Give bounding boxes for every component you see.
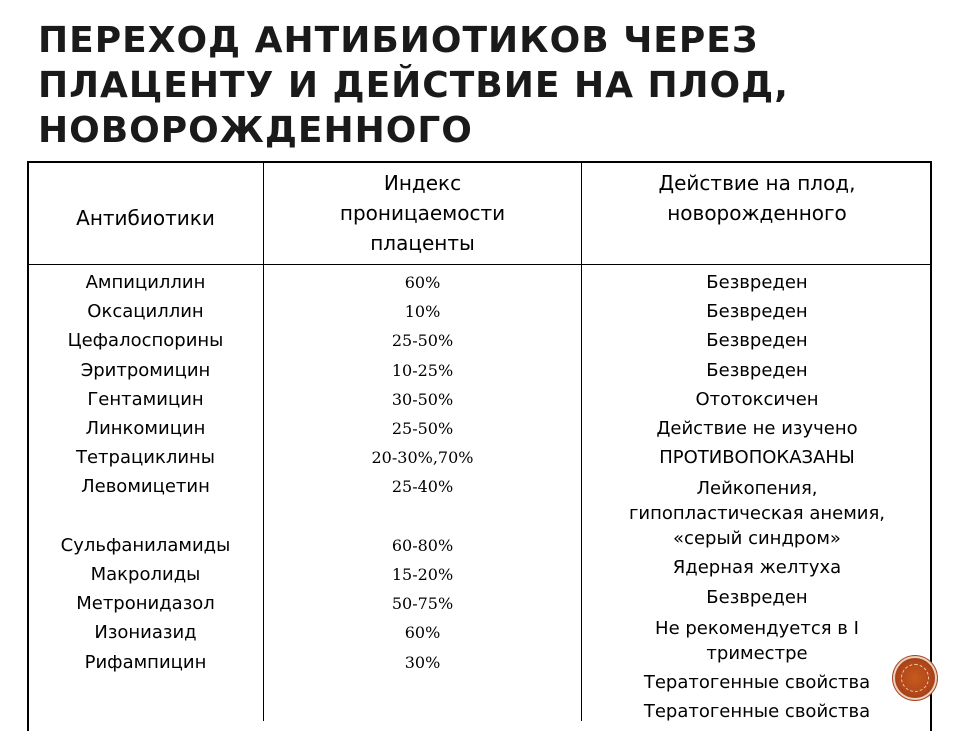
permeability-value: 30% [404,652,441,672]
antibiotic-name: Цефалоспорины [67,330,224,352]
row-spacer [264,502,581,531]
header-index-line: Индекс [383,171,462,195]
header-antibiotics-label: Антибиотики [76,206,215,230]
antibiotic-name: Изониазид [94,622,197,644]
antibiotic-name: Метронидазол [76,593,215,615]
header-index [264,168,581,258]
effect-text: Безвреден [706,586,808,608]
page-title [38,18,938,153]
antibiotic-name: Оксациллин [87,301,204,323]
permeability-value: 30-50% [391,389,454,409]
header-effect-line: Действие на плод, [658,171,856,195]
permeability-value: 10-25% [391,360,454,380]
header-antibiotics [28,203,263,233]
permeability-value: 20-30%,70% [371,448,474,468]
effect-line: Лейкопения, [696,478,818,500]
title-line-1: ПЕРЕХОД АНТИБИОТИКОВ ЧЕРЕЗ [38,20,759,61]
effect-text: Безвреден [706,272,808,293]
title-line-2: ПЛАЦЕНТУ И ДЕЙСТВИЕ НА ПЛОД, [38,65,789,106]
antibiotic-name: Ампициллин [85,272,206,293]
effect-line: триместре [706,642,808,664]
antibiotic-name: Сульфаниламиды [60,534,231,556]
permeability-value: 60-80% [391,535,454,555]
effect-text-multiline [582,472,932,553]
effect-text: ПРОТИВОПОКАЗАНЫ [659,447,855,469]
antibiotic-name: Линкомицин [85,418,206,440]
row-spacer [28,502,263,531]
header-effect [582,168,932,228]
antibiotic-names-column [28,268,263,677]
permeability-value: 10% [404,302,441,322]
effect-text: Безвреден [706,301,808,323]
header-divider [27,264,932,265]
antibiotic-name: Левомицетин [81,476,210,498]
antibiotic-name: Тетрациклины [75,447,216,469]
effect-text: Тератогенные свойства [643,671,871,693]
permeability-value: 50-75% [391,594,454,614]
antibiotic-name: Макролиды [90,564,201,586]
effect-line: Не рекомендуется в I [655,617,859,639]
effect-text: Тератогенные свойства [643,701,871,723]
effect-text: Безвреден [706,330,808,352]
effect-column [582,268,932,726]
effect-line: гипопластическая анемия, [628,503,886,525]
effect-line: «серый синдром» [673,528,841,550]
effect-text-multiline [582,612,932,668]
effect-text: Ядерная желтуха [672,557,842,579]
permeability-value: 60% [404,273,441,292]
permeability-value: 60% [404,623,441,643]
permeability-index-column [264,268,581,677]
effect-text: Безвреден [706,359,808,381]
effect-text: Ототоксичен [695,388,819,410]
decorative-circle-icon [895,658,935,698]
permeability-value: 25-50% [391,331,454,351]
title-line-3: НОВОРОЖДЕННОГО [38,110,473,151]
effect-text: Действие не изучено [656,418,858,440]
permeability-value: 15-20% [391,565,454,585]
header-index-line: проницаемости [339,201,506,225]
antibiotic-name: Рифампицин [84,651,207,673]
permeability-value: 25-50% [391,419,454,439]
permeability-value: 25-40% [391,477,454,497]
header-effect-line: новорожденного [667,201,847,225]
antibiotic-name: Эритромицин [80,359,211,381]
header-index-line: плаценты [370,231,475,255]
antibiotic-name: Гентамицин [87,388,204,410]
